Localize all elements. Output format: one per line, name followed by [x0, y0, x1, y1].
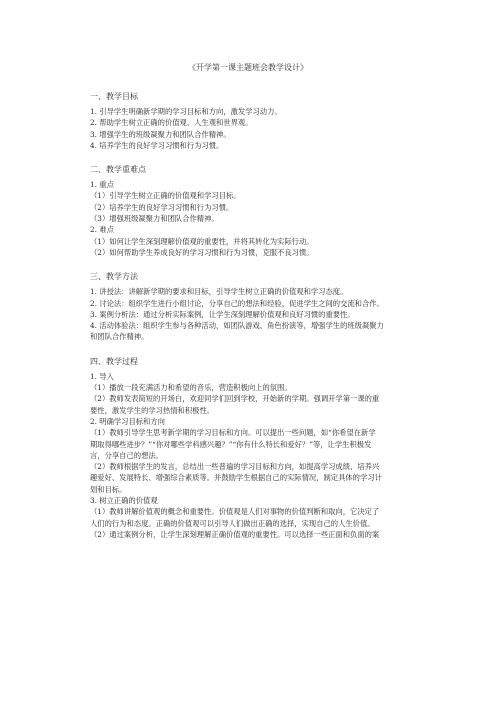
text-line: 1. 讲授法：讲解新学期的要求和目标，引导学生树立正确的价值观和学习态度。 [90, 287, 348, 297]
text-line: （2）培养学生的良好学习习惯和行为习惯。 [90, 202, 234, 212]
text-line: 2. 帮助学生树立正确的价值观、人生观和世界观。 [90, 118, 253, 128]
section-teaching-objectives [90, 91, 415, 151]
text-line: （1）教师引导学生思考新学期的学习目标和方向。可以提出一些问题，如“你希望在新学 [90, 428, 376, 438]
text-line: （1）如何让学生深刻理解价值观的重要性，并将其转化为实际行动。 [90, 236, 314, 246]
text-line: （2）如何帮助学生养成良好的学习习惯和行为习惯，克服不良习惯。 [90, 247, 314, 257]
text-line: 2. 讨论法：组织学生进行小组讨论，分享自己的想法和经验，促进学生之间的交流和合作。 [90, 298, 384, 308]
text-line: 划和目标。 [90, 484, 127, 494]
text-line: 1. 重点 [90, 180, 114, 190]
text-line: 趣爱好、发展特长、增强综合素质等。并鼓励学生根据自己的实际情况，制定具体的学习计 [90, 473, 382, 483]
text-line: 2. 难点 [90, 225, 114, 235]
section-heading: 四、教学过程 [90, 356, 138, 366]
section-teaching-methods [90, 271, 415, 342]
text-line: 4. 活动体验法：组织学生参与各种活动，如团队游戏、角色扮演等，增强学生的班级凝聚力 [90, 321, 384, 331]
text-line: 期取得哪些进步？”“你对哪些学科感兴趣？”“你有什么特长和爱好？”等，让学生积极发 [90, 439, 372, 449]
section-heading: 一、教学目标 [90, 92, 138, 101]
text-line: 4. 培养学生的良好学习习惯和行为习惯。 [90, 140, 224, 150]
text-line: 1. 导入 [90, 371, 114, 381]
text-line: 言，分享自己的想法。 [90, 450, 163, 460]
text-line: 和团队合作精神。 [90, 332, 149, 342]
text-line: 要性，激发学生的学习热情和积极性。 [90, 405, 215, 415]
document-body [90, 78, 415, 540]
text-line: （1）教师讲解价值观的概念和重要性。价值观是人们对事物的价值判断和取向，它决定了 [90, 507, 380, 517]
text-line: 1. 引导学生明确新学期的学习目标和方向，激发学习动力。 [90, 107, 282, 116]
text-line: 3. 树立正确的价值观 [90, 496, 158, 506]
section-key-difficult-points [90, 164, 415, 258]
text-line: （3）增强班级凝聚力和团队合作精神。 [90, 214, 219, 224]
section-teaching-process [90, 356, 415, 540]
document-title: 《开学第一课主题班会教学设计》 [188, 63, 308, 72]
text-line: 2. 明确学习目标和方向 [90, 416, 165, 426]
text-line: （2）教师根据学生的发言，总结出一些普遍的学习目标和方向，如提高学习成绩、培养兴 [90, 462, 380, 472]
text-line: （2）教师发表简短的开场白，欢迎同学们回到学校，开始新的学期。强调开学第一课的重 [90, 394, 380, 404]
text-line: 3. 案例分析法：通过分析实际案例，让学生深刻理解价值观和良好习惯的重要性。 [90, 309, 355, 319]
text-line: 人们的行为和态度。正确的价值观可以引导人们做出正确的选择，实现自己的人生价值。 [90, 518, 375, 528]
section-heading: 二、教学重难点 [90, 165, 146, 175]
text-line: （2）通过案例分析，让学生深刻理解正确价值观的重要性。可以选择一些正面和负面的案 [90, 529, 380, 539]
text-line: 3. 增强学生的班级凝聚力和团队合作精神。 [90, 129, 231, 139]
text-line: （1）播放一段充满活力和希望的音乐，营造积极向上的氛围。 [90, 383, 292, 393]
text-line: （1）引导学生树立正确的价值观和学习目标。 [90, 191, 241, 201]
section-heading: 三、教学方法 [90, 272, 138, 282]
